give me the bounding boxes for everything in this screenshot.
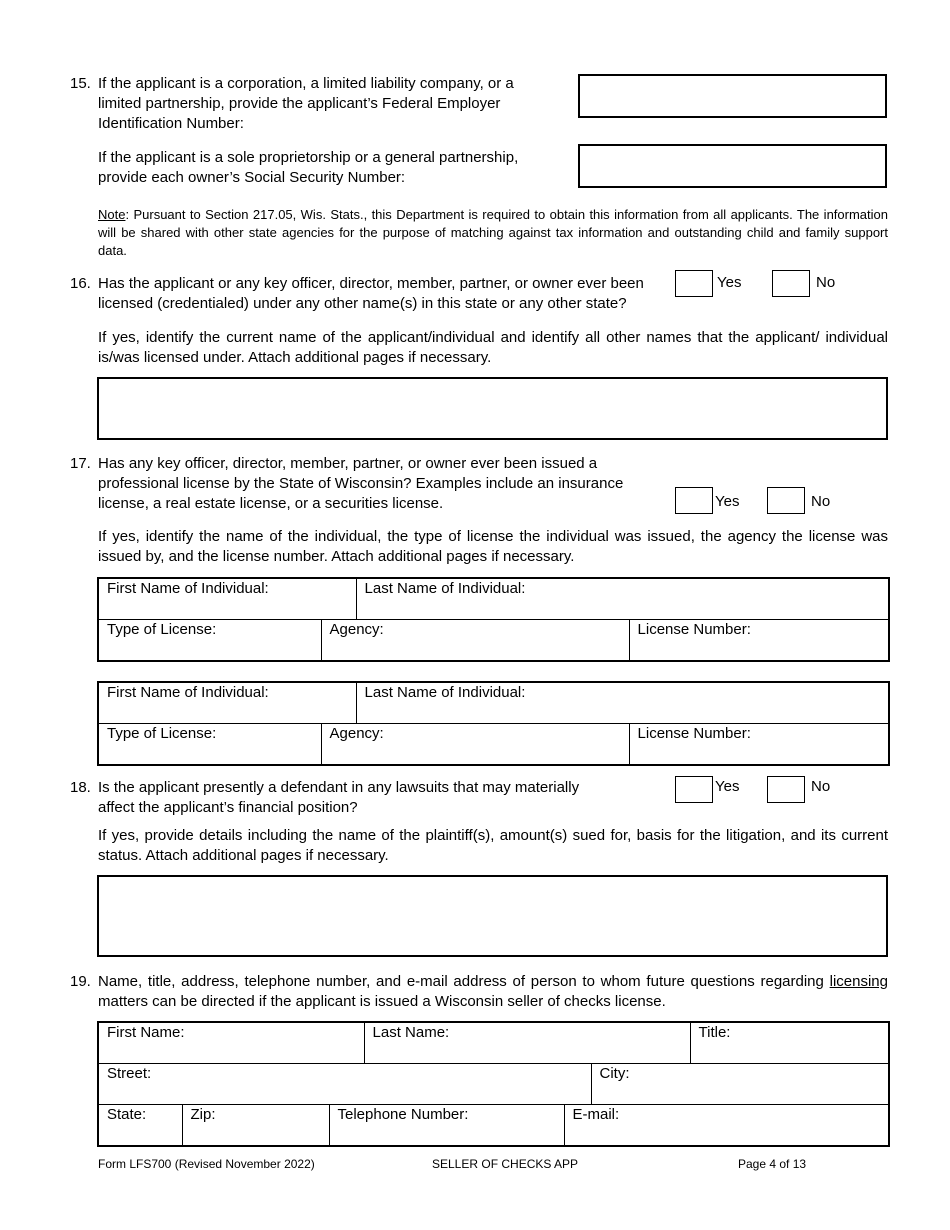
q17-license-table-2 xyxy=(97,681,890,766)
q17-yes-label: Yes xyxy=(715,493,740,510)
footer-page-number: Page 4 of 13 xyxy=(738,1157,807,1171)
license-number-cell[interactable]: License Number: xyxy=(629,620,889,662)
q17-no-label: No xyxy=(811,493,831,510)
contact-email-cell[interactable]: E-mail: xyxy=(564,1105,889,1147)
q16-yes-label: Yes xyxy=(717,274,742,291)
last-name-cell[interactable]: Last Name of Individual: xyxy=(356,578,889,620)
q15-text-fein: If the applicant is a corporation, a limited liability company, or a limited partnership, provide the applicant’s Federal Employer Identification Number: xyxy=(98,75,514,132)
license-number-cell[interactable]: License Number: xyxy=(629,724,889,766)
contact-street-cell[interactable]: Street: xyxy=(98,1064,591,1105)
q16-number: 16. xyxy=(70,275,91,292)
contact-last-name-cell[interactable]: Last Name: xyxy=(364,1022,690,1064)
agency-cell[interactable]: Agency: xyxy=(321,620,629,662)
note-text: : Pursuant to Section 217.05, Wis. Stats., this Department is required to obtain this information from all applicants. The information will be shared with other state agencies for the purpose of matching against tax information and outstanding child and family support data. xyxy=(98,207,888,258)
q15-note xyxy=(98,206,888,260)
contact-title-cell[interactable]: Title: xyxy=(690,1022,889,1064)
first-name-cell[interactable]: First Name of Individual: xyxy=(98,578,356,620)
q16-yes-checkbox[interactable] xyxy=(675,270,713,297)
fein-input[interactable] xyxy=(578,74,887,118)
q17-license-table-1 xyxy=(97,577,890,662)
q18-yes-label: Yes xyxy=(715,778,740,795)
q18-number: 18. xyxy=(70,779,91,796)
q16-no-label: No xyxy=(816,274,836,291)
q17-number: 17. xyxy=(70,455,91,472)
footer-title: SELLER OF CHECKS APP xyxy=(432,1157,579,1171)
first-name-cell[interactable]: First Name of Individual: xyxy=(98,682,356,724)
contact-zip-cell[interactable]: Zip: xyxy=(182,1105,329,1147)
q16-followup: If yes, identify the current name of the applicant/individual and identify all other names that the applicant/ individual is/was licensed under. Attach additional pages if necessary. xyxy=(98,329,888,366)
q17-text: Has any key officer, director, member, partner, or owner ever been issued a professional license by the State of Wisconsin? Examples include an insurance license, a real estate license, or a securities license. xyxy=(98,455,624,512)
q17-no-checkbox[interactable] xyxy=(767,487,805,514)
q16-text: Has the applicant or any key officer, director, member, partner, or owner ever been licensed (credentialed) under any other name(s) in this state or any other state? xyxy=(98,275,644,312)
q19-text-before: Name, title, address, telephone number, and e-mail address of person to whom future questions regarding xyxy=(98,973,830,990)
license-type-cell[interactable]: Type of License: xyxy=(98,620,321,662)
q16-no-checkbox[interactable] xyxy=(772,270,810,297)
footer-form-id: Form LFS700 (Revised November 2022) xyxy=(98,1157,315,1171)
q15-text-ssn: If the applicant is a sole proprietorship or a general partnership, provide each owner’s Social Security Number: xyxy=(98,149,519,186)
q17-yes-checkbox[interactable] xyxy=(675,487,713,514)
q19-contact-table xyxy=(97,1021,890,1147)
q15-number: 15. xyxy=(70,75,91,92)
contact-telephone-cell[interactable]: Telephone Number: xyxy=(329,1105,564,1147)
last-name-cell[interactable]: Last Name of Individual: xyxy=(356,682,889,724)
q19-text-after: matters can be directed if the applicant is issued a Wisconsin seller of checks license. xyxy=(98,993,666,1010)
q18-no-checkbox[interactable] xyxy=(767,776,805,803)
license-type-cell[interactable]: Type of License: xyxy=(98,724,321,766)
ssn-input[interactable] xyxy=(578,144,887,188)
q18-lawsuit-details-field[interactable] xyxy=(97,875,888,957)
q19-text-underlined: licensing xyxy=(829,973,888,990)
q19-text xyxy=(98,972,888,1012)
q18-text: Is the applicant presently a defendant in any lawsuits that may materially affect the applicant’s financial position? xyxy=(98,779,580,816)
contact-city-cell[interactable]: City: xyxy=(591,1064,889,1105)
contact-first-name-cell[interactable]: First Name: xyxy=(98,1022,364,1064)
q18-followup: If yes, provide details including the name of the plaintiff(s), amount(s) sued for, basis for the litigation, and its current status. Attach additional pages if necessary. xyxy=(98,827,888,864)
q19-number: 19. xyxy=(70,973,91,990)
note-label: Note xyxy=(98,207,126,222)
contact-state-cell[interactable]: State: xyxy=(98,1105,182,1147)
q16-other-names-field[interactable] xyxy=(97,377,888,440)
agency-cell[interactable]: Agency: xyxy=(321,724,629,766)
q17-followup: If yes, identify the name of the individual, the type of license the individual was issued, the agency the license was issued by, and the license number. Attach additional pages if necessary. xyxy=(98,528,888,565)
q18-yes-checkbox[interactable] xyxy=(675,776,713,803)
q18-no-label: No xyxy=(811,778,831,795)
